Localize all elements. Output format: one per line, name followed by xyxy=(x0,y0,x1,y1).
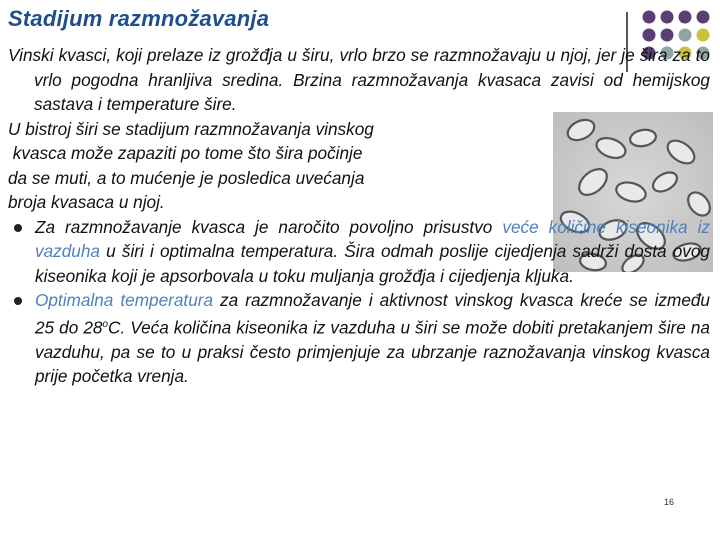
decorative-dot xyxy=(661,29,674,42)
bullet-oxygen-highlight: veće količine kiseonika iz vazduha xyxy=(35,216,710,261)
decorative-dot xyxy=(643,11,656,24)
decorative-dot xyxy=(697,29,710,42)
slide-body xyxy=(8,43,710,389)
degree-superscript: o xyxy=(102,318,109,330)
stage-description-line-1: U bistroj širi se stadijum razmnožavanja vinskog xyxy=(8,118,374,139)
stage-description-line-4: broja kvasaca u njoj. xyxy=(8,192,165,212)
page-number: 16 xyxy=(664,497,675,507)
decorative-dot xyxy=(679,29,692,42)
bullet-temperature xyxy=(8,288,710,389)
decorative-dot xyxy=(661,11,674,24)
bullet-temperature-highlight: Optimalna temperatura xyxy=(35,290,214,310)
stage-description-line-2: kvasca može zapaziti po tome što šira počinje xyxy=(8,143,363,163)
intro-paragraph: Vinski kvasci, koji prelaze iz grožđja u širu, vrlo brzo se razmnožavaju u njoj, jer je šira za to vrlo pogodna hranljiva sredina. Brzina razmnožavanja kvasaca zavisi od hemijskog sastava i temperature šire. xyxy=(8,45,710,114)
bullet-temperature-text-start: za razmnožavanje i aktivnost vinskog kvasca kreće se između 25 do 28 xyxy=(35,290,710,338)
decorative-dot xyxy=(643,29,656,42)
slide-title: Stadijum razmnožavanja xyxy=(8,6,270,31)
bullet-oxygen-text-start: Za razmnožavanje kvasca je naročito povoljno prisustvo xyxy=(35,216,503,237)
decorative-dot xyxy=(697,11,710,24)
bullet-point-icon xyxy=(14,297,22,305)
bullet-point-icon xyxy=(14,224,22,232)
stage-description-line-3: da se muti, a to mućenje je posledica uvećanja xyxy=(8,167,365,188)
decorative-dot xyxy=(679,11,692,24)
bullet-temperature-text-end: C. Veća količina kiseonika iz vazduha u širi se može dobiti pretakanjem šire na vazduhu, pa se to u praksi često primjenjuje za ubrzanje raznožavanja vinskog kvasca prije početka vrenja. xyxy=(35,317,710,387)
bullet-oxygen-text-end: u širi i optimalna temperatura. Šira odmah poslije cijedjenja sadrži dosta ovog kiseonika koji je apsorbovala u toku muljanja grožđja i cijedjenja kljuka. xyxy=(35,241,710,286)
bullet-oxygen xyxy=(8,215,710,289)
